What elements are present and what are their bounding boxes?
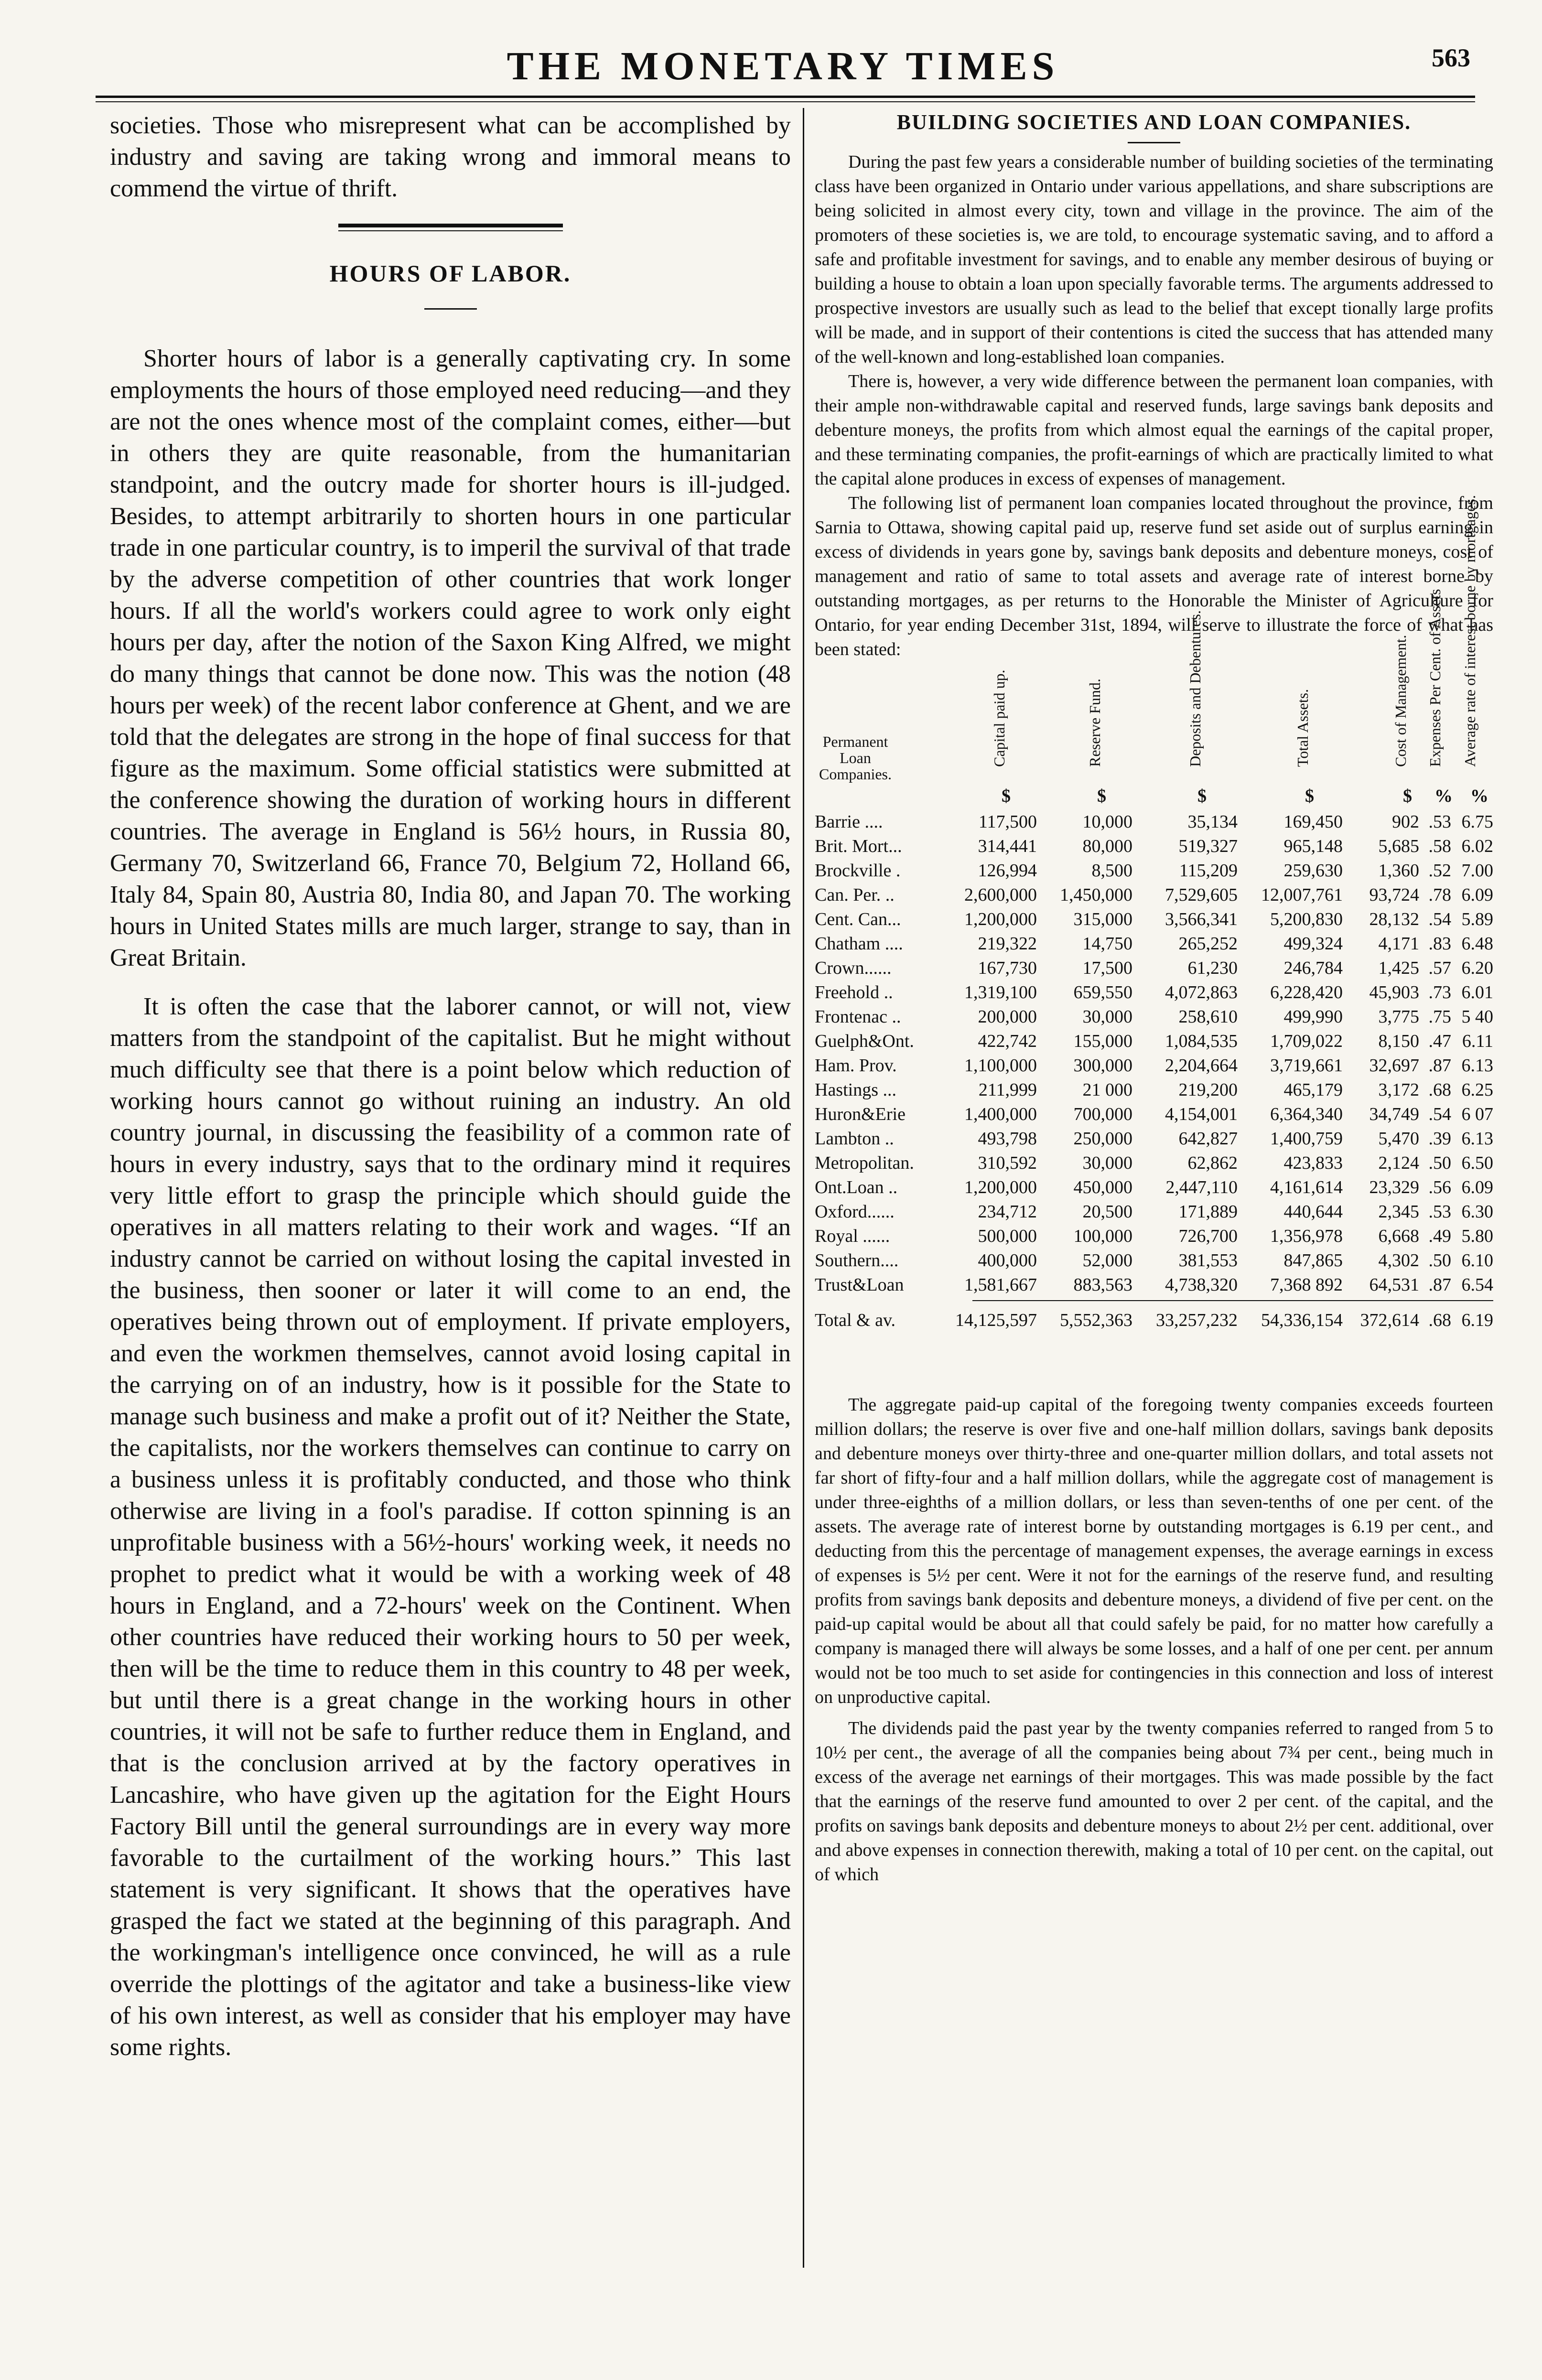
table-cell: 381,553 (1178, 1250, 1238, 1271)
masthead (96, 43, 1470, 96)
company-name-cell: Royal ...... (815, 1226, 890, 1246)
table-cell: .39 (1428, 1129, 1451, 1149)
table-cell: 965,148 (1283, 836, 1343, 856)
right-column (815, 110, 1493, 1887)
table-cell: 30,000 (1082, 1007, 1132, 1027)
company-name-cell: Trust&Loan (815, 1275, 904, 1295)
table-row (815, 1029, 1493, 1054)
table-cell: 265,252 (1178, 934, 1238, 954)
company-name-cell: Hastings ... (815, 1080, 896, 1100)
table-cell: 6.54 (1461, 1275, 1493, 1295)
table-row (815, 883, 1493, 907)
left-column (110, 110, 791, 2063)
table-cell: .50 (1428, 1250, 1451, 1271)
table-cell: 310,592 (978, 1153, 1037, 1173)
table-body (815, 810, 1493, 1297)
table-cell: 7,529,605 (1165, 885, 1238, 905)
table-cell: 883,563 (1073, 1275, 1132, 1295)
table-row (815, 1054, 1493, 1078)
table-cell: 6.11 (1462, 1031, 1493, 1051)
table-cell: 117,500 (978, 812, 1037, 832)
table-cell: 6,668 (1378, 1226, 1419, 1246)
table-cell: 423,833 (1283, 1153, 1343, 1173)
heading-rule (1128, 142, 1180, 143)
table-cell: .54 (1428, 909, 1451, 929)
table-cell: 847,865 (1283, 1250, 1343, 1271)
table-row (815, 810, 1493, 834)
table-cell: 1,450,000 (1060, 885, 1132, 905)
table-row (815, 1224, 1493, 1249)
table-cell: .52 (1428, 861, 1451, 881)
company-name-cell: Guelph&Ont. (815, 1031, 914, 1051)
table-cell: 246,784 (1283, 958, 1343, 978)
table-cell: 3,566,341 (1165, 909, 1238, 929)
table-cell: 258,610 (1178, 1007, 1238, 1027)
table-cell: 5,685 (1378, 836, 1419, 856)
table-cell: 314,441 (978, 836, 1037, 856)
table-cell: 5,200,830 (1270, 909, 1343, 929)
table-cell: 726,700 (1178, 1226, 1238, 1246)
table-row (815, 907, 1493, 932)
table-cell: 3,172 (1378, 1080, 1419, 1100)
table-cell: 1,581,667 (964, 1275, 1037, 1295)
table-cell: 4,161,614 (1270, 1177, 1343, 1197)
table-cell: 219,200 (1178, 1080, 1238, 1100)
table-cell: 6 07 (1461, 1104, 1493, 1124)
article-paragraph: Shorter hours of labor is a generally captivating cry. In some employments the hours of those employed need reducing—and they are not the ones whence most of the complaint comes, either—but in others they are quite reasonable, from the humanitarian standpoint, and the outcry made for shorter hours is ill-judged. Besides, to attempt arbitrarily to shorten hours in one particular trade in one particular country, is to imperil the survival of that trade by the adverse competition of other countries that work longer hours. If all the world's workers could agree to work only eight hours per day, after the notion of the Saxon King Alfred, we might do many things that cannot be done now. This was the notion (48 hours per week) of the recent labor conference at Ghent, and we are told that the delegates are strong in the hope of final success for that figure as the maximum. Some official statistics were submitted at the conference showing the duration of working hours in different countries. The average in England is 56½ hours, in Russia 80, Germany 70, Switzerland 66, France 70, Belgium 72, Holland 66, Italy 84, Spain 80, Austria 80, India 80, and Japan 70. The working hours in United States mills are much larger, strange to say, than in Great Britain. (110, 345, 791, 971)
table-row (815, 1005, 1493, 1029)
company-name-cell: Can. Per. .. (815, 885, 895, 905)
table-cell: 1,425 (1378, 958, 1419, 978)
article-continuation (815, 1393, 1493, 1887)
table-cell: 6.09 (1461, 885, 1493, 905)
company-name-cell: Barrie .... (815, 812, 883, 832)
table-row (815, 834, 1493, 859)
table-cell: 2,600,000 (964, 885, 1037, 905)
table-cell: 64,531 (1369, 1275, 1419, 1295)
company-name-cell: Huron&Erie (815, 1104, 906, 1124)
table-cell: 7,368 892 (1270, 1275, 1343, 1295)
table-cell: 4,154,001 (1165, 1104, 1238, 1124)
intro-paragraph: societies. Those who misrepresent what can be accomplished by industry and saving are taking wrong and immoral means to commend the virtue of thrift. (110, 112, 791, 202)
company-name-cell: Oxford...... (815, 1202, 895, 1222)
table-cell: 4,072,863 (1165, 982, 1238, 1002)
table-cell: 93,724 (1369, 885, 1419, 905)
table-cell: 126,994 (978, 861, 1037, 881)
table-cell: .47 (1428, 1031, 1451, 1051)
column-header: Expenses Per Cent. of Assets (1426, 589, 1444, 767)
column-header: Total Assets. (1294, 689, 1311, 767)
table-cell: 5.80 (1461, 1226, 1493, 1246)
table-cell: .87 (1428, 1055, 1451, 1076)
heading-rule (424, 308, 477, 310)
article-paragraph: There is, however, a very wide difference between the permanent loan companies, with their ample non-withdrawable capital and reserved funds, large savings bank deposits and debenture moneys, the profits from which almost equal the earnings of the capital proper, and these terminating companies, the profit-earnings of which are practically limited to what the capital alone produces in excess of expenses of management. (815, 371, 1493, 489)
table-cell: .78 (1428, 885, 1451, 905)
table-cell: .53 (1428, 1202, 1451, 1222)
table-cell: 17,500 (1082, 958, 1132, 978)
table-cell: 6.09 (1461, 1177, 1493, 1197)
total-rule (815, 1297, 1493, 1306)
table-cell: 211,999 (978, 1080, 1037, 1100)
table-cell: .57 (1428, 958, 1451, 978)
table-cell: 422,742 (978, 1031, 1037, 1051)
table-cell: .83 (1428, 934, 1451, 954)
table-cell: 2,345 (1378, 1202, 1419, 1222)
article-paragraph: During the past few years a considerable number of building societies of the terminating class have been organized in Ontario under various appellations, and share subscriptions are being solicited in almost every city, town and village in the province. The aim of the promoters of these societies is, we are told, to encourage systematic saving, and to afford a safe and profitable investment for savings, and to enable any member desirous of buying or building a house to obtain a loan upon specially favorable terms. The arguments addressed to prospective investors are usually such as lead to the belief that except tionally large profits will be made, and in support of their contentions is cited the success that has attended many of the well-known and long-established loan companies. (815, 152, 1493, 367)
table-cell: .87 (1428, 1275, 1451, 1295)
table-cell: 52,000 (1082, 1250, 1132, 1271)
table-cell: .58 (1428, 836, 1451, 856)
table-cell: 1,360 (1378, 861, 1419, 881)
article-paragraph: The following list of permanent loan companies located throughout the province, from Sarnia to Ottawa, showing capital paid up, reserve fund set aside out of surplus earning in excess of dividends in years gone by, savings bank deposits and debenture moneys, cost of management and ratio of same to total assets and average rate of interest borne by outstanding mortgages, as per returns to the Honorable the Minister of Agriculture for Ontario, for year ending December 31st, 1894, will serve to illustrate the force of what has been stated: (815, 493, 1493, 659)
table-cell: 115,209 (1179, 861, 1238, 881)
table-cell: 61,230 (1187, 958, 1238, 978)
company-name-cell: Ham. Prov. (815, 1055, 897, 1076)
table-row (815, 859, 1493, 883)
page-number: 563 (1432, 43, 1470, 72)
table-cell: 6.01 (1461, 982, 1493, 1002)
table-cell: 1,084,535 (1165, 1031, 1238, 1051)
table-cell: 2,447,110 (1165, 1177, 1238, 1197)
section-rule (338, 224, 563, 227)
company-name-cell: Brit. Mort... (815, 836, 902, 856)
table-cell: 45,903 (1369, 982, 1419, 1002)
table-cell: 167,730 (978, 958, 1037, 978)
table-cell: 642,827 (1178, 1129, 1238, 1149)
section-rule-thin (338, 230, 563, 231)
table-row (815, 932, 1493, 956)
table-cell: 12,007,761 (1261, 885, 1343, 905)
column-divider (803, 108, 804, 2268)
column-header: Reserve Fund. (1086, 678, 1103, 767)
table-cell: 200,000 (978, 1007, 1037, 1027)
table-cell: 234,712 (978, 1202, 1037, 1222)
table-cell: 7.00 (1461, 861, 1493, 881)
table-cell: 62,862 (1187, 1153, 1238, 1173)
table-cell: 6.13 (1461, 1129, 1493, 1149)
masthead-rule (96, 96, 1475, 98)
table-cell: 500,000 (978, 1226, 1037, 1246)
table-cell: 5,470 (1378, 1129, 1419, 1149)
table-cell: 35,134 (1187, 812, 1238, 832)
table-cell: 519,327 (1178, 836, 1238, 856)
table-row (815, 1200, 1493, 1224)
table-cell: .73 (1428, 982, 1451, 1002)
table-cell: .75 (1428, 1007, 1451, 1027)
table-cell: 450,000 (1073, 1177, 1132, 1197)
table-row (815, 1127, 1493, 1151)
table-cell: 30,000 (1082, 1153, 1132, 1173)
table-cell: 219,322 (978, 934, 1037, 954)
table-cell: 6,364,340 (1270, 1104, 1343, 1124)
table-cell: 155,000 (1073, 1031, 1132, 1051)
table-cell: 465,179 (1283, 1080, 1343, 1100)
table-cell: 28,132 (1369, 909, 1419, 929)
company-name-cell: Crown...... (815, 958, 892, 978)
table-row (815, 1078, 1493, 1102)
table-cell: 4,738,320 (1165, 1275, 1238, 1295)
column-header: Average rate of interest borne by mortgages. (1461, 495, 1478, 767)
company-name-cell: Frontenac .. (815, 1007, 901, 1027)
table-cell: 8,500 (1091, 861, 1132, 881)
table-cell: .50 (1428, 1153, 1451, 1173)
table-cell: 1,200,000 (964, 1177, 1037, 1197)
table-cell: 80,000 (1082, 836, 1132, 856)
company-name-cell: Brockville . (815, 861, 901, 881)
table-cell: 499,324 (1283, 934, 1343, 954)
table-cell: 21 000 (1082, 1080, 1132, 1100)
table-cell: 6.10 (1461, 1250, 1493, 1271)
table-cell: 6.25 (1461, 1080, 1493, 1100)
article-heading-building-societies: BUILDING SOCIETIES AND LOAN COMPANIES. (896, 110, 1412, 134)
article-paragraph: The dividends paid the past year by the twenty companies referred to ranged from 5 to 10½ per cent., the average of all the companies being about 7¾ per cent., being much in excess of the average net earnings of their mortgages. This was made possible by the fact that the earnings of the reserve fund amounted to over 2 per cent. of the capital, and the profits on savings bank deposits and debenture moneys to about 2½ per cent. additional, over and above expenses in connection therewith, making a total of 10 per cent. on the capital, out of which (815, 1718, 1493, 1885)
company-name-cell: Lambton .. (815, 1129, 894, 1149)
table-cell: 1,200,000 (964, 909, 1037, 929)
column-header: Cost of Management. (1392, 635, 1409, 767)
table-cell: 5.89 (1461, 909, 1493, 929)
table-cell: 250,000 (1073, 1129, 1132, 1149)
table-row (815, 1175, 1493, 1200)
table-cell: 5 40 (1461, 1007, 1493, 1027)
table-cell: 440,644 (1283, 1202, 1343, 1222)
table-cell: .56 (1428, 1177, 1451, 1197)
table-cell: 6.02 (1461, 836, 1493, 856)
table-cell: 1,709,022 (1270, 1031, 1343, 1051)
newspaper-title: THE MONETARY TIMES (507, 44, 1059, 88)
table-cell: 6.30 (1461, 1202, 1493, 1222)
article-paragraph: It is often the case that the laborer cannot, or will not, view matters from the standpoint of the capitalist. But he might without much difficulty see that there is a point below which reduction of working hours cannot go without ruining an industry. An old country journal, in discussing the feasibility of a common rate of hours in every industry, says that to the ordinary mind it requires very little effort to grasp the principle which should guide the operatives in all matters relating to their work and wages. “If an industry cannot be carried on without losing the capital invested in the business, then sooner or later it will come to an end, the operatives being thrown out of employment. If private employers, and even the workmen themselves, cannot avoid losing capital in the carrying on of an industry, how is it possible for the State to manage such business and make a profit out of it? Neither the State, the capitalists, nor the workers themselves can continue to carry on a business unless it is profitably conducted, and those who think otherwise are living in a fool's paradise. If cotton spinning is an unprofitable business with a 56½-hours' working week, it needs no prophet to predict what it would be with a working week of 48 hours in England, and a 72-hours' week on the Continent. When other countries have reduced their working hours to 50 per week, then will be the time to reduce them in this country to 48 per week, but until there is a great change in the working hours in other countries, it will not be safe to further reduce them in England, and that is the conclusion arrived at by the factory operatives in Lancashire, who have given up the agitation for the Eight Hours Factory Bill until the general surroundings are in every way more favorable to the curtailment of the working hours.” This last statement is very significant. It shows that the operatives have grasped the fact we stated at the beginning of this paragraph. And the workingman's intelligence once convinced, he will as a rule override the plottings of the agitator and take a business-like view of his own interest, as well as consider that his employer may have some rights. (110, 993, 791, 2061)
table-cell: 6,228,420 (1270, 982, 1343, 1002)
table-cell: 493,798 (978, 1129, 1037, 1149)
table-cell: 1,400,759 (1270, 1129, 1343, 1149)
column-header: Capital paid up. (991, 669, 1008, 767)
table-row (815, 1273, 1493, 1297)
table-cell: 2,124 (1378, 1153, 1419, 1173)
unit-row: $ $ $ $ $ % % (1002, 786, 1488, 806)
table-cell: 300,000 (1073, 1055, 1132, 1076)
table-cell: 700,000 (1073, 1104, 1132, 1124)
company-name-cell: Ont.Loan .. (815, 1177, 898, 1197)
table-cell: 1,100,000 (964, 1055, 1037, 1076)
table-cell: 6.48 (1461, 934, 1493, 954)
table-cell: 1,400,000 (964, 1104, 1037, 1124)
table-cell: 400,000 (978, 1250, 1037, 1271)
table-cell: .68 (1428, 1080, 1451, 1100)
company-name-cell: Cent. Can... (815, 909, 901, 929)
table-cell: 171,889 (1178, 1202, 1238, 1222)
table-cell: .54 (1428, 1104, 1451, 1124)
table-row (815, 1151, 1493, 1175)
table-cell: 14,750 (1082, 934, 1132, 954)
table-cell: .53 (1428, 812, 1451, 832)
table-cell: 499,990 (1283, 1007, 1343, 1027)
company-name-cell: Chatham .... (815, 934, 903, 954)
table-row (815, 1102, 1493, 1127)
table-cell: 6.20 (1461, 958, 1493, 978)
table-cell: 20,500 (1082, 1202, 1132, 1222)
table-cell: 4,302 (1378, 1250, 1419, 1271)
table-cell: 1,356,978 (1270, 1226, 1343, 1246)
table-cell: 2,204,664 (1165, 1055, 1238, 1076)
table-cell: 6.50 (1461, 1153, 1493, 1173)
table-cell: 32,697 (1369, 1055, 1419, 1076)
company-name-cell: Freehold .. (815, 982, 893, 1002)
table-cell: 1,319,100 (964, 982, 1037, 1002)
table-total-row: Total & av. 14,125,597 5,552,363 33,257,232 54,336,154 372,614 .68 6.19 (815, 1310, 1493, 1330)
table-cell: 902 (1392, 812, 1419, 832)
table-cell: 100,000 (1073, 1226, 1132, 1246)
table-cell: 259,630 (1283, 861, 1343, 881)
table-row (815, 980, 1493, 1005)
table-cell: 169,450 (1283, 812, 1343, 832)
company-name-cell: Southern.... (815, 1250, 899, 1271)
table-cell: 659,550 (1073, 982, 1132, 1002)
table-cell: 8,150 (1378, 1031, 1419, 1051)
table-cell: 10,000 (1082, 812, 1132, 832)
table-cell: 6.13 (1461, 1055, 1493, 1076)
table-row (815, 1249, 1493, 1273)
table-cell: 3,719,661 (1270, 1055, 1343, 1076)
table-cell: 6.75 (1461, 812, 1493, 832)
table-cell: .49 (1428, 1226, 1451, 1246)
article-paragraph: The aggregate paid-up capital of the foregoing twenty companies exceeds fourteen million dollars; the reserve is over five and one-half million dollars, savings bank deposits and debenture moneys over thirty-three and one-quarter million dollars, and total assets not far short of fifty-four and a half million dollars, while the aggregate cost of management is under three-eighths of a million dollars, or less than seven-tenths of one per cent. of the assets. The average rate of interest borne by outstanding mortgages is 6.19 per cent., and deducting from this the percentage of management expenses, the average earnings in excess of expenses is 5½ per cent. Were it not for the earnings of the reserve fund, and resulting profits from savings bank deposits and debenture moneys, a dividend of five per cent. on the paid-up capital would be about all that could safely be paid, for no matter how carefully a company is managed there will always be some losses, and a half of one per cent. per annum would not be too much to set aside for contingencies in this connection and loss of interest on unproductive capital. (815, 1395, 1493, 1707)
article-heading-hours: HOURS OF LABOR. (329, 260, 572, 287)
masthead-rule-thin (96, 101, 1475, 102)
table-cell: 23,329 (1369, 1177, 1419, 1197)
table-cell: 315,000 (1073, 909, 1132, 929)
column-header: Deposits and Debentures. (1186, 610, 1204, 767)
table-row (815, 956, 1493, 980)
company-name-cell: Metropolitan. (815, 1153, 914, 1173)
table-cell: 4,171 (1378, 934, 1419, 954)
table-cell: 34,749 (1369, 1104, 1419, 1124)
table-cell: 3,775 (1378, 1007, 1419, 1027)
row-header-label: Permanent Loan Companies. (819, 733, 892, 783)
